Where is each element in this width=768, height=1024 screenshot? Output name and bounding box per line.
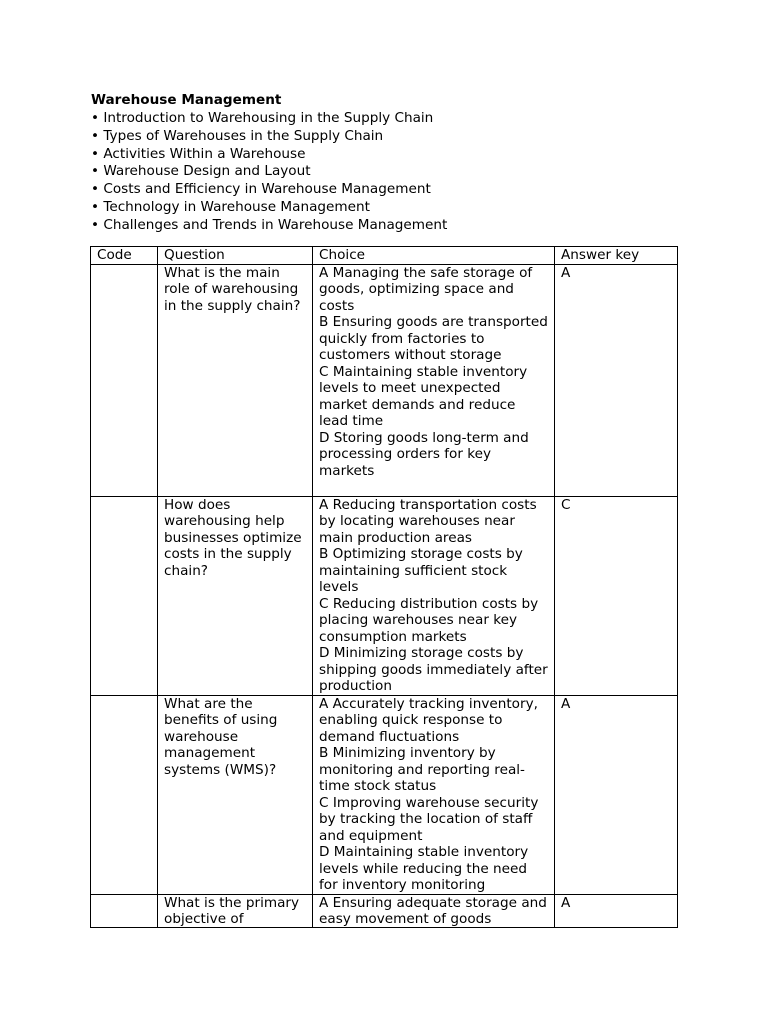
table-row (91, 695, 678, 894)
choice-cell (313, 695, 555, 894)
header-question: Question (158, 247, 313, 265)
document-title: Warehouse Management (91, 92, 282, 108)
topic-item: • Costs and Efficiency in Warehouse Management (91, 181, 447, 199)
choice-option: A Accurately tracking inventory, enabling quick response to demand fluctuations (319, 695, 538, 745)
answer-cell (555, 894, 678, 927)
choice-cell (313, 264, 555, 496)
code-cell (91, 496, 158, 695)
answer-cell: A (555, 695, 678, 894)
choice-option: C Maintaining stable inventory levels to meet unexpected market demands and reduce lead time (319, 363, 528, 429)
question-cell: What are the benefits of using warehouse management systems (WMS)? (158, 695, 313, 894)
choice-option: C Reducing distribution costs by placing warehouses near key consumption markets (319, 595, 539, 645)
question-cell-text: What is the primary objective of (164, 894, 300, 927)
answer-cell-text: A (561, 894, 571, 911)
question-cell: How does warehousing help businesses optimize costs in the supply chain? (158, 496, 313, 695)
topic-item: • Technology in Warehouse Management (91, 199, 447, 217)
choice-option: B Optimizing storage costs by maintaining sufficient stock levels (319, 546, 523, 595)
table-header-row (91, 247, 678, 265)
choice-option: C Improving warehouse security by tracking the location of staff and equipment (319, 794, 539, 844)
choice-option: D Maintaining stable inventory levels while reducing the need for inventory monitoring (319, 844, 529, 893)
code-cell (91, 894, 158, 927)
answer-cell: C (555, 496, 678, 695)
table-row (91, 894, 678, 927)
choice-cell (313, 894, 555, 927)
answer-cell: A (555, 264, 678, 496)
question-table (90, 246, 678, 928)
choice-option: B Minimizing inventory by monitoring and reporting real-time stock status (319, 745, 525, 794)
choice-option: A Managing the safe storage of goods, optimizing space and costs (319, 264, 533, 314)
topic-item: • Warehouse Design and Layout (91, 163, 447, 181)
question-cell: What is the main role of warehousing in the supply chain? (158, 264, 313, 496)
table-row (91, 264, 678, 496)
topic-item: • Challenges and Trends in Warehouse Management (91, 217, 447, 235)
header-answer-key: Answer key (555, 247, 678, 265)
topic-item: • Activities Within a Warehouse (91, 146, 447, 164)
topic-item: • Types of Warehouses in the Supply Chain (91, 128, 447, 146)
choice-option: D Minimizing storage costs by shipping goods immediately after production (319, 645, 548, 694)
choice-option: D Storing goods long-term and processing orders for key markets (319, 429, 529, 479)
choice-option: A Reducing transportation costs by locating warehouses near main production areas (319, 496, 537, 546)
topic-item: • Introduction to Warehousing in the Supply Chain (91, 110, 447, 128)
choice-option: B Ensuring goods are transported quickly from factories to customers without storage (319, 314, 548, 363)
choice-cell (313, 496, 555, 695)
question-cell (158, 894, 313, 927)
code-cell (91, 264, 158, 496)
header-choice: Choice (313, 247, 555, 265)
code-cell (91, 695, 158, 894)
topic-list (91, 110, 447, 235)
table-row (91, 496, 678, 695)
code-cell-text (97, 895, 151, 927)
choice-option: A Ensuring adequate storage and easy movement of goods (319, 894, 547, 927)
header-code: Code (91, 247, 158, 265)
